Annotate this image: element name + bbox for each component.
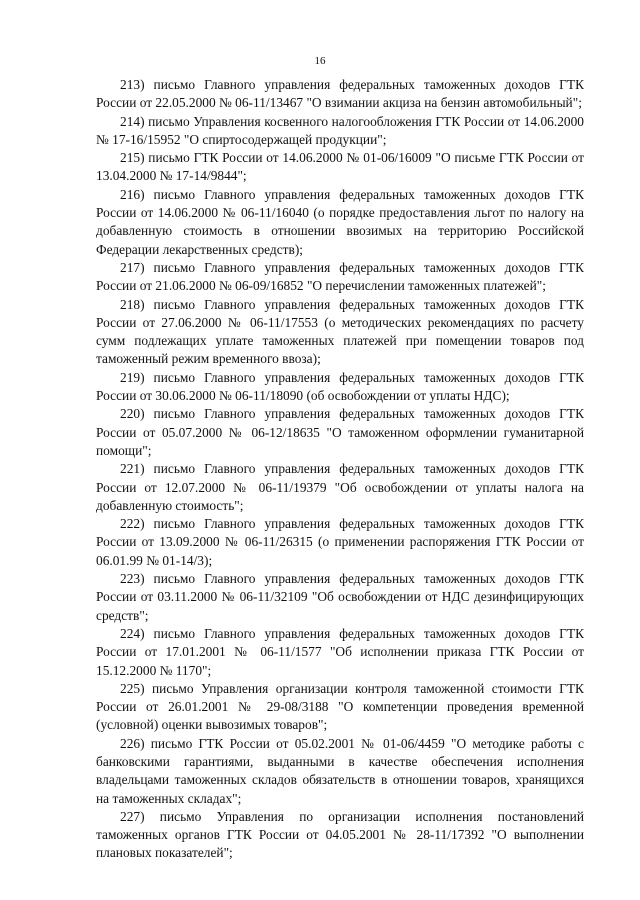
list-item-217: 217) письмо Главного управления федеральных таможенных доходов ГТК России от 21.06.2000 № 06-09/16852 "О перечислении таможенных платежей"; xyxy=(96,259,584,294)
list-item-218: 218) письмо Главного управления федеральных таможенных доходов ГТК России от 27.06.2000 № 06-11/17553 (о методических рекомендациях по расчету сумм подлежащих уплате таможенных платежей при помещении товаров под таможенный режим временного ввоза); xyxy=(96,296,584,367)
list-item-222: 222) письмо Главного управления федеральных таможенных доходов ГТК России от 13.09.2000 № 06-11/26315 (о применении распоряжения ГТК России от 06.01.99 № 01-14/3); xyxy=(96,516,584,568)
list-item-220: 220) письмо Главного управления федеральных таможенных доходов ГТК России от 05.07.2000 № 06-12/18635 "О таможенном оформлении гуманитарной помощи"; xyxy=(96,406,584,458)
list-item-221: 221) письмо Главного управления федеральных таможенных доходов ГТК России от 12.07.2000 № 06-11/19379 "Об освобождении от уплаты налога на добавленную стоимость"; xyxy=(96,461,584,513)
list-item-226: 226) письмо ГТК России от 05.02.2001 № 01-06/4459 "О методике работы с банковскими гарантиями, выданными в качестве обеспечения исполнения владельцами таможенных складов обязательств в отношении товаров, хранящихся на таможенных складах"; xyxy=(96,735,584,806)
list-item-224: 224) письмо Главного управления федеральных таможенных доходов ГТК России от 17.01.2001 № 06-11/1577 "Об исполнении приказа ГТК России от 15.12.2000 № 1170"; xyxy=(96,625,584,678)
document-list xyxy=(96,76,584,863)
list-item-213: 213) письмо Главного управления федеральных таможенных доходов ГТК России от 22.05.2000 № 06-11/13467 "О взимании акциза на бензин автомобильный"; xyxy=(96,77,584,111)
list-item-214: 214) письмо Управления косвенного налогообложения ГТК России от 14.06.2000 № 17-16/15952 "О спиртосодержащей продукции"; xyxy=(96,113,584,147)
list-item-227: 227) письмо Управления по организации исполнения постановлений таможенных органов ГТК России от 04.05.2001 № 28-11/17392 "О выполнении плановых показателей"; xyxy=(96,808,584,861)
list-item-215: 215) письмо ГТК России от 14.06.2000 № 01-06/16009 "О письме ГТК России от 13.04.2000 № 17-14/9844"; xyxy=(96,150,584,184)
list-item-225: 225) письмо Управления организации контроля таможенной стоимости ГТК России от 26.01.2001 № 29-08/3188 "О компетенции проведения временной (условной) оценки вывозимых товаров"; xyxy=(96,680,584,733)
list-item-219: 219) письмо Главного управления федеральных таможенных доходов ГТК России от 30.06.2000 № 06-11/18090 (об освобождении от уплаты НДС); xyxy=(96,369,584,404)
list-item-216: 216) письмо Главного управления федеральных таможенных доходов ГТК России от 14.06.2000 № 06-11/16040 (о порядке предоставления льгот по налогу на добавленную стоимость в отношении ввозимых на территорию Российской Федерации лекарственных средств); xyxy=(96,186,584,257)
list-item-223: 223) письмо Главного управления федеральных таможенных доходов ГТК России от 03.11.2000 № 06-11/32109 "Об освобождении от НДС дезинфицирующих средств"; xyxy=(96,571,584,623)
page-number: 16 xyxy=(314,55,326,67)
